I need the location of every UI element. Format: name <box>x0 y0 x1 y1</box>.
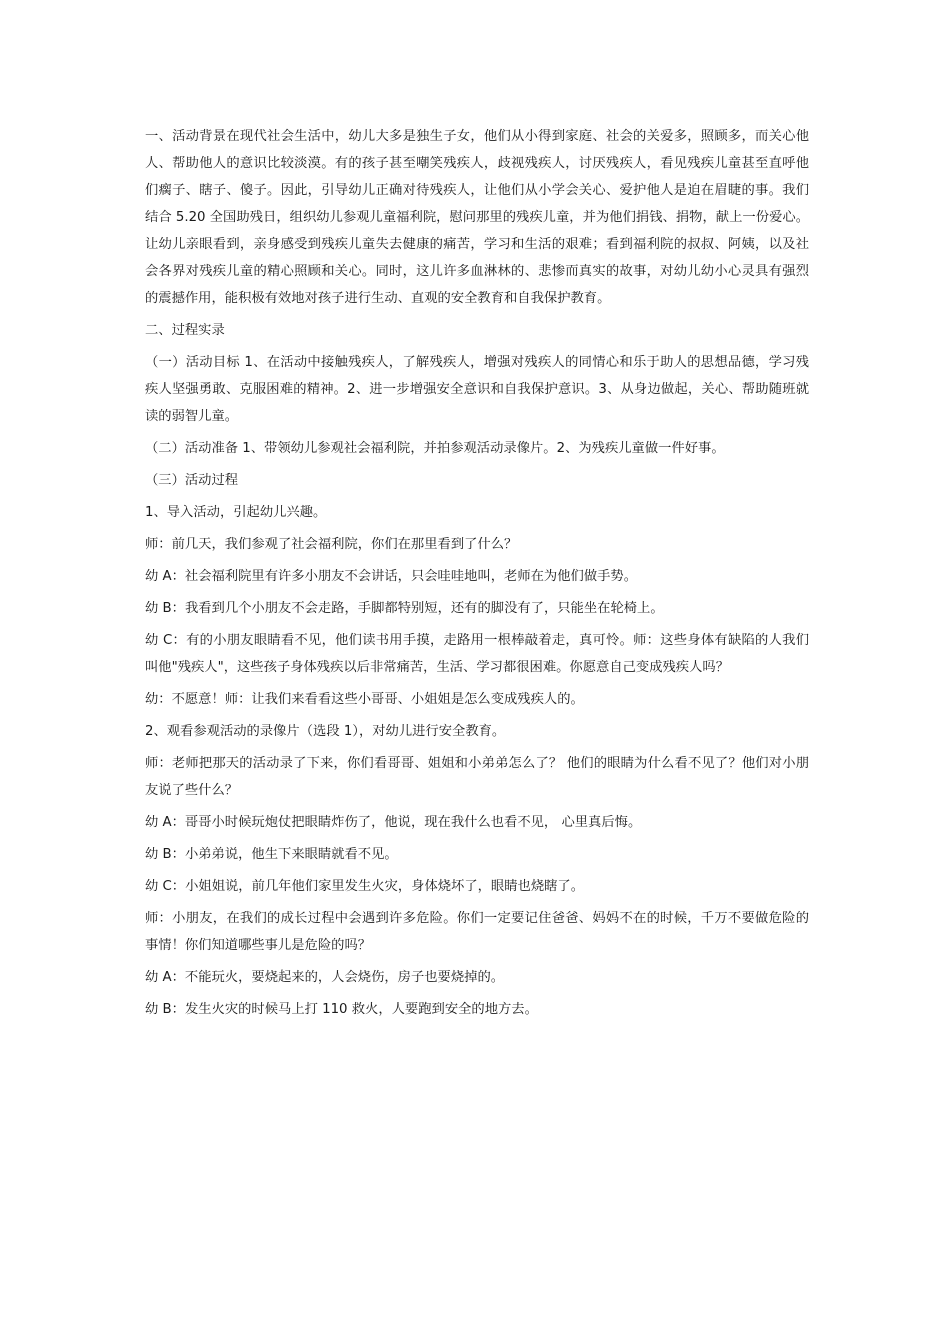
dialogue-line: 幼 A：哥哥小时候玩炮仗把眼睛炸伤了，他说，现在我什么也看不见， 心里真后悔。 <box>145 815 642 830</box>
heading-activity-process: （三）活动过程 <box>145 473 239 488</box>
dialogue-line: 幼 A：不能玩火，要烧起来的，人会烧伤，房子也要烧掉的。 <box>145 970 505 985</box>
dialogue-line: 幼 A：社会福利院里有许多小朋友不会讲话，只会哇哇地叫，老师在为他们做手势。 <box>145 569 638 584</box>
dialogue-line: 幼 B：我看到几个小朋友不会走路，手脚都特别短，还有的脚没有了，只能坐在轮椅上。 <box>145 601 664 616</box>
paragraph-activity-goals: （一）活动目标 1、在活动中接触残疾人，了解残疾人，增强对残疾人的同情心和乐于助人的思想品德，学习残疾人坚强勇敢、克服困难的精神。2、进一步增强安全意识和自我保护意识。3、从身边做起，关心、帮助随班就读的弱智儿童。 <box>145 355 809 424</box>
paragraph-activity-preparation: （二）活动准备 1、带领幼儿参观社会福利院，并拍参观活动录像片。2、为残疾儿童做一件好事。 <box>145 441 725 456</box>
paragraph-background: 一、活动背景在现代社会生活中，幼儿大多是独生子女，他们从小得到家庭、社会的关爱多，照顾多，而关心他人、帮助他人的意识比较淡漠。有的孩子甚至嘲笑残疾人，歧视残疾人，讨厌残疾人，看见残疾儿童甚至直呼他们瘸子、瞎子、傻子。因此，引导幼儿正确对待残疾人，让他们从小学会关心、爱护他人是迫在眉睫的事。我们结合 5.20 全国助残日，组织幼儿参观儿童福利院，慰问那里的残疾儿童，并为他们捐钱、捐物，献上一份爱心。让幼儿亲眼看到，亲身感受到残疾儿童失去健康的痛苦，学习和生活的艰难；看到福利院的叔叔、阿姨，以及社会各界对残疾儿童的精心照顾和关心。同时，这儿许多血淋林的、悲惨而真实的故事，对幼儿幼小心灵具有强烈的震撼作用，能积极有效地对孩子进行生动、直观的安全教育和自我保护教育。 <box>145 129 809 306</box>
dialogue-line: 幼 C：有的小朋友眼睛看不见，他们读书用手摸，走路用一根棒敲着走，真可怜。师：这些身体有缺陷的人我们叫他"残疾人"，这些孩子身体残疾以后非常痛苦，生活、学习都很困难。你愿意自己变成残疾人吗？ <box>145 633 809 675</box>
paragraph-step-2: 2、观看参观活动的录像片（选段 1），对幼儿进行安全教育。 <box>145 724 506 739</box>
dialogue-line: 幼：不愿意！师：让我们来看看这些小哥哥、小姐姐是怎么变成残疾人的。 <box>145 692 584 707</box>
heading-process-record: 二、过程实录 <box>145 323 225 338</box>
dialogue-line: 师：小朋友，在我们的成长过程中会遇到许多危险。你们一定要记住爸爸、妈妈不在的时候，千万不要做危险的事情！你们知道哪些事儿是危险的吗？ <box>145 911 809 953</box>
dialogue-line: 幼 B：发生火灾的时候马上打 110 救火，人要跑到安全的地方去。 <box>145 1002 538 1017</box>
dialogue-line: 师：老师把那天的活动录了下来，你们看哥哥、姐姐和小弟弟怎么了？ 他们的眼睛为什么看不见了？他们对小朋友说了些什么？ <box>145 756 809 798</box>
dialogue-line: 幼 B：小弟弟说，他生下来眼睛就看不见。 <box>145 847 398 862</box>
document-body <box>145 123 809 1028</box>
dialogue-line: 师：前几天，我们参观了社会福利院，你们在那里看到了什么？ <box>145 537 518 552</box>
paragraph-step-1: 1、导入活动，引起幼儿兴趣。 <box>145 505 327 520</box>
dialogue-line: 幼 C：小姐姐说，前几年他们家里发生火灾，身体烧坏了，眼睛也烧瞎了。 <box>145 879 585 894</box>
